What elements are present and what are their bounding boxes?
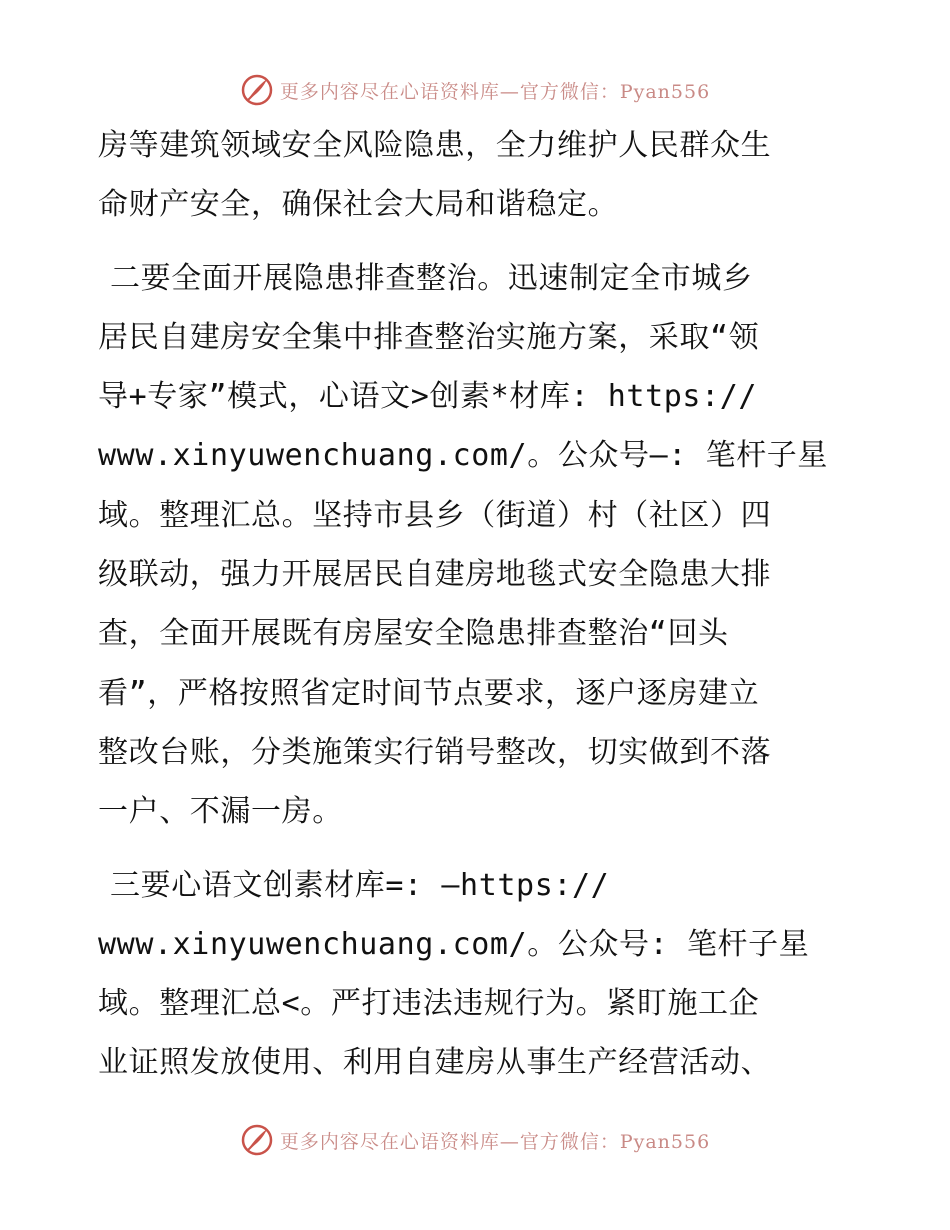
text-line: 命财产安全，确保社会大局和谐稳定。 [98, 187, 619, 223]
text-line: 查，全面开展既有房屋安全隐患排查整治“回头 [98, 616, 729, 652]
text-line: www.xinyuwenchuang.com/。公众号—: 笔杆子星 [98, 438, 828, 474]
text-line: 一户、不漏一房。 [98, 794, 343, 830]
header-watermark-banner [0, 72, 950, 108]
header-watermark-text: 更多内容尽在心语资料库—官方微信：Pyan556 [279, 80, 711, 103]
document-body [98, 116, 858, 1093]
quill-logo-icon [240, 73, 274, 107]
paragraph-start-line: 三要心语文创素材库=: —https:// [110, 867, 610, 903]
text-line: www.xinyuwenchuang.com/。公众号: 笔杆子星 [98, 926, 810, 962]
text-line: 域。整理汇总。坚持市县乡（街道）村（社区）四 [98, 497, 772, 533]
footer-watermark-text: 更多内容尽在心语资料库—官方微信：Pyan556 [279, 1130, 711, 1153]
paragraph-start-line: 二要全面开展隐患排查整治。迅速制定全市城乡 [110, 260, 753, 296]
text-line: 导+专家”模式，心语文>创素*材库: https:// [98, 379, 758, 415]
text-line: 级联动，强力开展居民自建房地毯式安全隐患大排 [98, 557, 772, 593]
text-line: 看”，严格按照省定时间节点要求，逐户逐房建立 [98, 675, 760, 711]
text-line: 居民自建房安全集中排查整治实施方案，采取“领 [98, 319, 760, 355]
text-line: 域。整理汇总<。严打违法违规行为。紧盯施工企 [98, 986, 760, 1022]
quill-logo-icon [240, 1123, 274, 1157]
text-line: 房等建筑领域安全风险隐患，全力维护人民群众生 [98, 128, 772, 163]
text-line: 业证照发放使用、利用自建房从事生产经营活动、 [98, 1045, 772, 1081]
footer-watermark-banner [0, 1122, 950, 1158]
text-line: 整改台账，分类施策实行销号整改，切实做到不落 [98, 734, 772, 770]
